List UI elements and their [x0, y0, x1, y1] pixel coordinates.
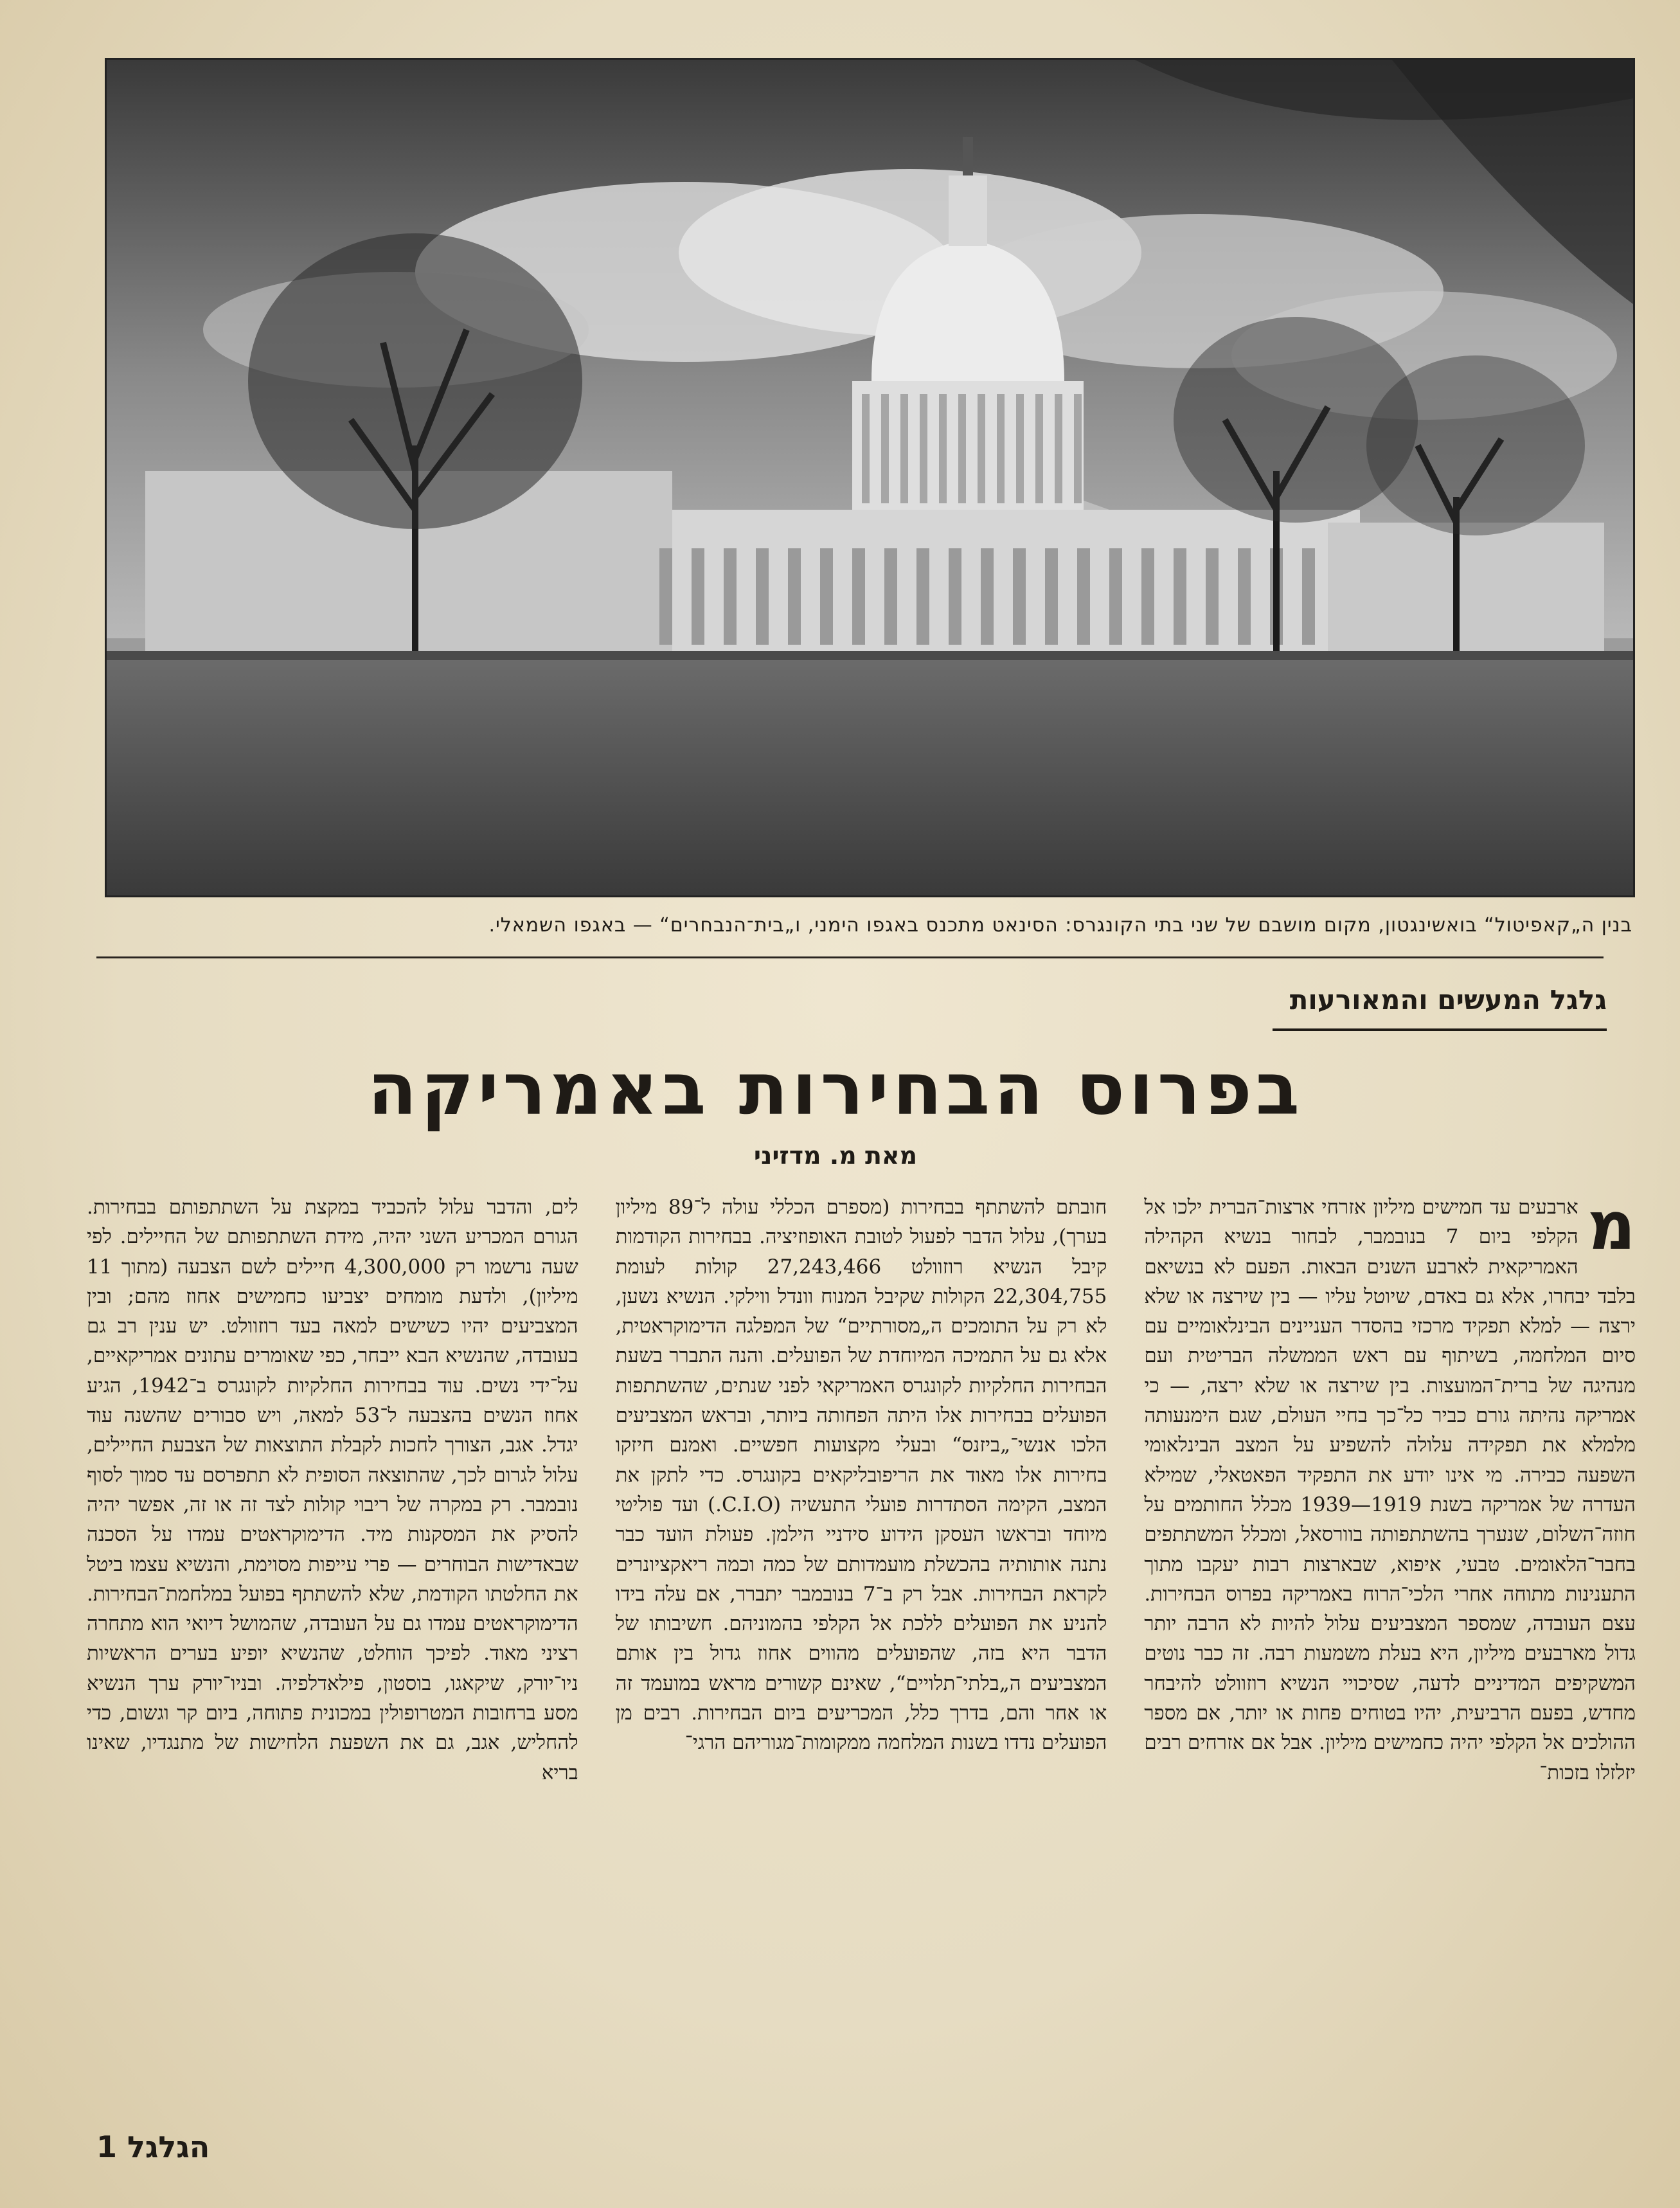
page-footer: הגלגל 1: [96, 2130, 210, 2164]
article-column-2: [616, 1192, 1107, 2047]
divider-rule: [96, 956, 1604, 958]
column-1-text: ארבעים עד חמישים מיליון אזרחי ארצות־הברית ילכו אל הקלפי ביום 7 בנובמבר, לבחור בנשיא הקהילה האמריקאית לארבע השנים הבאות. הפעם לא בנשיאם בלבד יבחרו, אלא גם באדם, שיוטל עליו — בין שירצה או שלא ירצה — למלא תפקיד מרכזי בהסדר העניינים הבינלאומיים עם סיום המלחמה, בשיתוף עם ראש הממשלה הבריטית ועם מנהיגה של ברית־המועצות. בין שירצה או שלא ירצה, — כי אמריקה נהיתה גורם כביר כל־כך בחיי העולם, שגם הימנעותה מלמלא את תפקידה עלולה להשפיע על המצב הבינלאומי השפעה כבירה. מי אינו יודע את התפקיד הפאטאלי, שמילא העדרה של אמריקה בשנת 1919—1939 מכלל החותמים על חוזה־השלום, שנערך בהשתתפותה בוורסאל, ומכלל המשתתפים בחבר־הלאומים. טבעי, איפוא, שבארצות רבות יעקבו מתוך התענינות מתוחה אחרי הלכי־הרוח באמריקה בפרוס הבחירות. עצם העובדה, שמספר המצביעים עלול להיות לא הרבה יותר גדול מארבעים מיליון, היא בעלת משמעות רבה. זה כבר נוטים המשקיפים המדיניים לדעה, שסיכויי הנשיא רוזוולט להיבחר מחדש, בפעם הרביעית, יהיו בטוחים פחות או יותר, אם מספר ההולכים אל הקלפי יהיה כחמישים מיליון. אבל אם אזרחים רבים יזלזלו בזכות־: [1144, 1196, 1636, 1784]
capitol-illustration: [107, 60, 1633, 895]
capitol-photo: [105, 58, 1635, 897]
photo-caption: בנין ה„קאפיטול“ בואשינגטון, מקום מושבם של שני בתי הקונגרס: הסינאט מתכנס באגפו הימני, ו„בית־הנבחרים“ — באגפו השמאלי.: [488, 914, 1632, 937]
section-label: גלגל המעשים והמאורעות: [1273, 977, 1607, 1031]
article-byline: מאת מ. מדזיני: [753, 1142, 918, 1170]
article-body: [87, 1192, 1636, 2047]
column-2-text: חובתם להשתתף בבחירות (מספרם הכללי עולה ל־89 מיליון בערך), עלול הדבר לפעול לטובת האופוזיציה. בבחירות הקודמות קיבל הנשיא רוזוולט 27,243,466 קולות לעומת 22,304,755 הקולות שקיבל המנוח וונדל ווילקי. הנשיא נשען, לא רק על התומכים ה„מסורתיים“ של המפלגה הדימוקראטית, אלא גם על התמיכה המיוחדת של הפועלים. והנה התברר בשעת הבחירות החלקיות לקונגרס האמריקאי לפני שנתים, שהשתתפות הפועלים בבחירות אלו היתה הפחותה ביותר, ובראש המצביעים הלכו אנשי־„ביזנס“ ובעלי מקצועות חפשיים. ואמנם חיזקו בחירות אלו מאוד את הריפובליקאים בקונגרס. כדי לתקן את המצב, הקימה הסתדרות פועלי התעשיה (C.I.O.) ועד פוליטי מיוחד ובראשו העסקן הידוע סידניי הילמן. פעולת הועד כבר נתנה אותותיה בהכשלת מועמדותם של כמה וכמה ריאקציונרים לקראת הבחירות. אבל רק ב־7 בנובמבר יתברר, אם עלה בידו להניע את הפועלים ללכת אל הקלפי בהמוניהם. חשיבותו של הדבר היא בזה, שהפועלים מהווים אחוז גדול בין אותם המצביעים ה„בלתי־תלויים“, שאינם קשורים מראש במועמד זה או אחר והם, בדרך כלל, המכריעים ביום הבחירות. רבים מן הפועלים נדדו בשנות המלחמה ממקומות־מגוריהם הרגי־: [615, 1196, 1107, 1755]
article-column-1: [1144, 1192, 1636, 2047]
article-column-3: [87, 1192, 578, 2047]
drop-cap: מ: [1587, 1192, 1636, 1265]
article-headline: בפרוס הבחירות באמריקה: [367, 1048, 1304, 1131]
column-3-text: לים, והדבר עלול להכביד במקצת על השתתפותם בבחירות. הגורם המכריע השני יהיה, מידת השתתפותם של החיילים. לפי שעה נרשמו רק 4,300,000 חיילים לשם הצבעה (מתוך 11 מיליון), ולדעת מומחים יצביעו כחמישים אחוז מהם; ובין המצביעים יהיו כשישים למאה בעד רוזוולט. יש ענין רב גם בעובדה, שהנשיא הבא ייבחר, כפי שאומרים עתונים אמריקאיים, על־ידי נשים. עוד בבחירות החלקיות לקונגרס ב־1942, הגיע אחוז הנשים בהצבעה ל־53 למאה, ויש סבורים שהשנה עוד יגדל. אגב, הצורך לחכות לקבלת התוצאות של הצבעת החיילים, עלול לגרום לכך, שהתוצאה הסופית לא תתפרסם עד סמוך לסוף נובמבר. רק במקרה של ריבוי קולות לצד זה או זה, אפשר יהיה להסיק את המסקנות מיד. הדימוקראטים עמדו על הסכנה שבאדישות הבוחרים — פרי עייפות מסוימת, והנשיא עצמו ביטל את החלטתו הקודמת, שלא להשתתף בפועל במלחמת־הבחירות. הדימוקראטים עמדו גם על העובדה, שהמושל דיואי הוא מתחרה רציני מאוד. לפיכך הוחלט, שהנשיא יופיע בערים הראשיות ניו־יורק, שיקאגו, בוסטון, פילאדלפיה. ובניו־יורק ערך הנשיא מסע ברחובות המטרופולין במכונית פתוחה, ביום קר וגשום, כדי להחליש, אגב, גם את השפעת הלחישות של מתנגדיו, שאינו בריא: [86, 1196, 578, 1784]
